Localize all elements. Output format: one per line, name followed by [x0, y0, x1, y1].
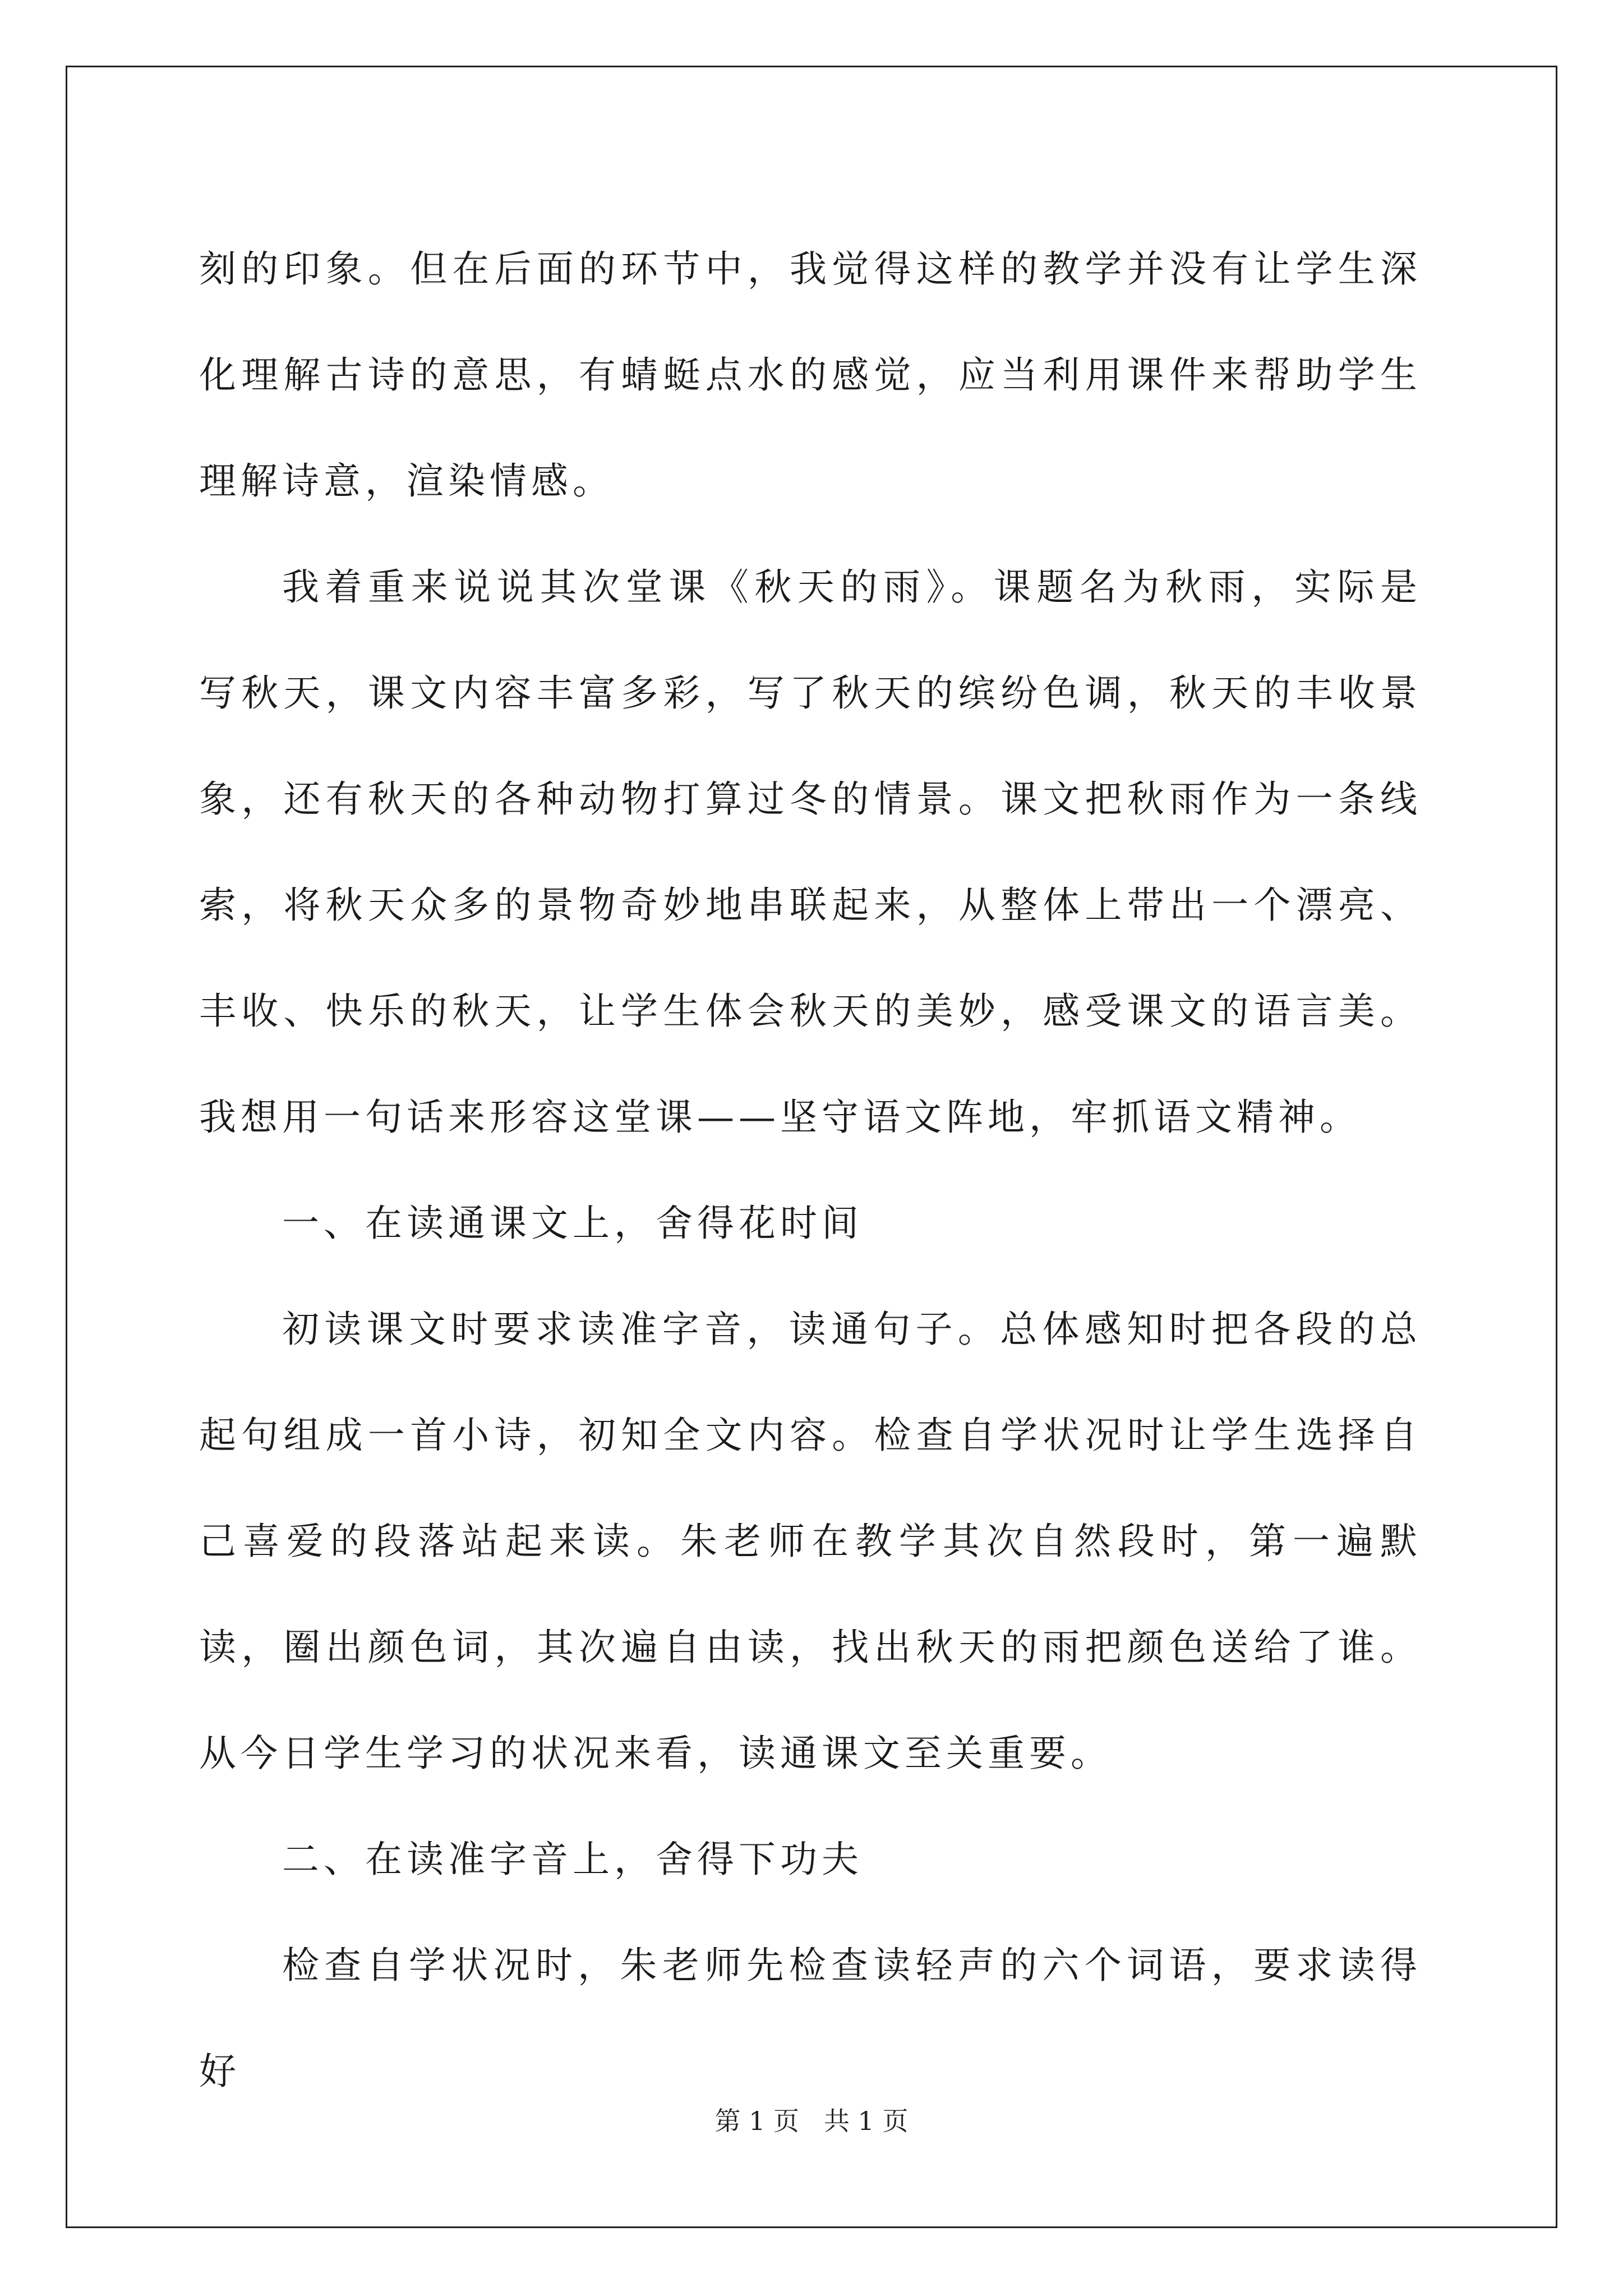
- paragraph-3: 初读课文时要求读准字音，读通句子。总体感知时把各段的总起句组成一首小诗，初知全文内容。检查自学状况时让学生选择自己喜爱的段落站起来读。朱老师在教学其次自然段时，第一遍默读，圈出颜色词，其次遍自由读，找出秋天的雨把颜色送给了谁。从今日学生学习的状况来看，读通课文至关重要。: [199, 1308, 1422, 1775]
- page-footer: [0, 2101, 1623, 2138]
- paragraph-4: 检查自学状况时，朱老师先检查读轻声的六个词语，要求读得好: [199, 1944, 1422, 2093]
- document-body: [199, 216, 1422, 2124]
- section-heading-1: 一、在读通课文上，舍得花时间: [282, 1202, 863, 1245]
- page-number: 第 1 页: [714, 2106, 800, 2136]
- section-heading-2: 二、在读准字音上，舍得下功夫: [282, 1838, 863, 1881]
- paragraph-1: 刻的印象。但在后面的环节中，我觉得这样的教学并没有让学生深化理解古诗的意思，有蜻蜓点水的感觉，应当利用课件来帮助学生理解诗意，渲染情感。: [199, 247, 1422, 503]
- page-total: 共 1 页: [823, 2106, 909, 2136]
- paragraph-2: 我着重来说说其次堂课《秋天的雨》。课题名为秋雨，实际是写秋天，课文内容丰富多彩，写了秋天的缤纷色调，秋天的丰收景象，还有秋天的各种动物打算过冬的情景。课文把秋雨作为一条线索，将秋天众多的景物奇妙地串联起来，从整体上带出一个漂亮、丰收、快乐的秋天，让学生体会秋天的美妙，感受课文的语言美。我想用一句话来形容这堂课——坚守语文阵地，牢抓语文精神。: [199, 565, 1422, 1139]
